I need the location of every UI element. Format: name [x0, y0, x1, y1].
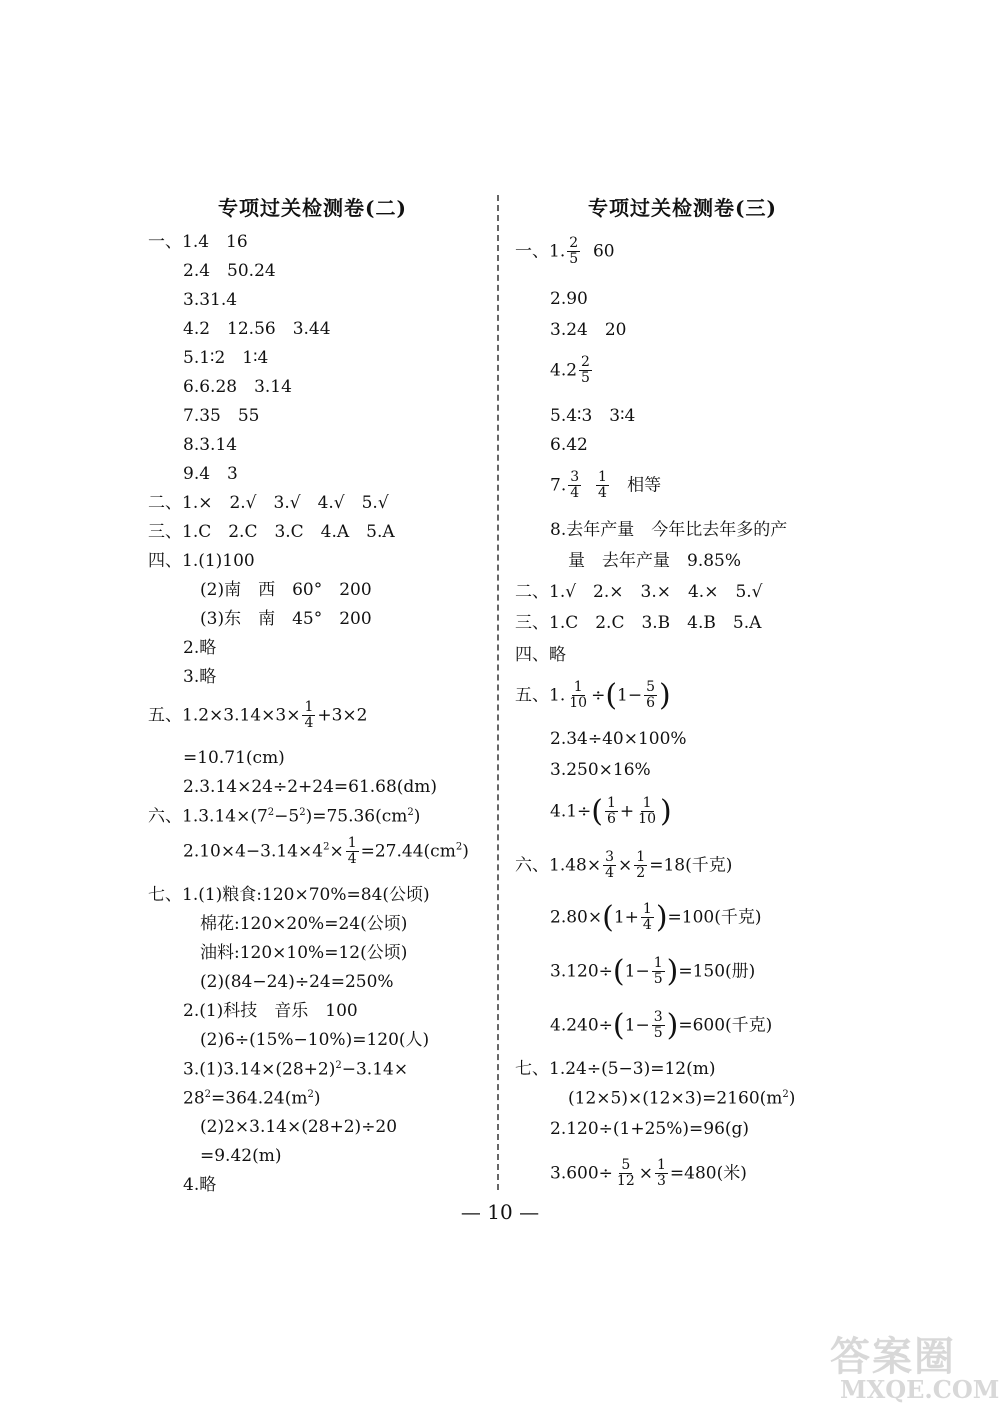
answer-line: 油料:120×10%=12(公顷) — [200, 943, 408, 963]
answer-line-with-fraction — [515, 677, 671, 713]
answer-text: × — [618, 855, 633, 876]
exponent: 2 — [782, 1089, 789, 1100]
answer-line: (3)东 南 45° 200 — [200, 609, 372, 629]
exponent: 2 — [267, 807, 275, 818]
denominator: 5 — [653, 971, 663, 988]
answer-line-with-fraction — [515, 850, 732, 882]
fraction — [655, 1158, 668, 1190]
fraction — [567, 680, 589, 712]
exponent: 2 — [307, 1089, 314, 1100]
answer-text: 4.1÷ — [550, 801, 592, 822]
denominator: 5 — [653, 1025, 663, 1042]
answer-text: (12×5)×(12×3)=2160(m — [568, 1088, 783, 1109]
answer-line: 5.1∶2 1∶4 — [183, 348, 269, 368]
answer-line: (2)6÷(15%−10%)=120(人) — [200, 1030, 430, 1050]
answer-line: =9.42(m) — [200, 1146, 282, 1166]
numerator: 1 — [642, 795, 652, 811]
answer-text: 4.2 — [550, 360, 578, 381]
answer-text: ) — [462, 841, 469, 862]
close-paren: ) — [666, 953, 679, 989]
fraction — [603, 850, 616, 882]
denominator: 3 — [657, 1173, 666, 1190]
denominator: 4 — [642, 917, 652, 934]
answer-text: =600(千克) — [678, 1015, 773, 1036]
denominator: 10 — [638, 811, 656, 828]
denominator: 4 — [304, 715, 314, 732]
answer-text: −5 — [274, 806, 300, 827]
answer-line — [183, 1090, 321, 1108]
answer-line: 2.4 50.24 — [183, 261, 276, 281]
denominator: 6 — [646, 695, 656, 712]
answer-text: ) — [788, 1088, 796, 1109]
exponent: 2 — [455, 841, 463, 853]
answer-text: 60 — [592, 241, 615, 262]
numerator: 1 — [597, 469, 607, 485]
watermark-logo — [830, 1325, 1000, 1405]
denominator: 4 — [570, 485, 580, 502]
fraction — [636, 796, 658, 828]
answer-line: 3.24 20 — [550, 320, 627, 340]
answer-text: 五、1.2×3.14×3× — [148, 705, 301, 726]
open-paren: ( — [591, 793, 603, 829]
answer-text: 六、1.48× — [515, 855, 602, 876]
fraction — [605, 796, 618, 828]
answer-line: 2.120÷(1+25%)=96(g) — [550, 1119, 750, 1139]
answer-line: 2.略 — [183, 638, 217, 658]
answer-text: +3×2 — [317, 705, 368, 726]
close-paren: ) — [655, 899, 668, 935]
answer-text: =480(米) — [669, 1163, 747, 1184]
answer-line: 四、1.(1)100 — [148, 551, 255, 571]
answer-line: 8.3.14 — [183, 435, 238, 455]
answer-text: 五、1. — [515, 685, 566, 706]
fraction — [652, 956, 665, 988]
watermark-url: MXQE.COM — [840, 1375, 1000, 1404]
answer-text: −3.14× — [341, 1059, 409, 1080]
answer-text: 7. — [550, 475, 567, 496]
answer-line-with-fraction — [550, 1007, 773, 1043]
fraction — [641, 902, 654, 934]
left-section-title: 专项过关检测卷(二) — [218, 196, 407, 220]
answer-text: 1− — [624, 961, 650, 982]
answer-text: 一、1. — [515, 241, 566, 262]
numerator: 2 — [581, 354, 590, 370]
answer-line: 2.90 — [550, 289, 588, 309]
answer-text: ) — [413, 806, 421, 827]
answer-text: 3.(1)3.14×(28+2) — [183, 1059, 336, 1080]
open-paren: ( — [612, 1007, 625, 1043]
answer-line: 三、1.C 2.C 3.B 4.B 5.A — [515, 613, 762, 633]
fraction — [615, 1158, 637, 1190]
answer-line: 2.(1)科技 音乐 100 — [183, 1001, 358, 1021]
numerator: 1 — [347, 835, 357, 851]
answer-line: 3.31.4 — [183, 290, 238, 310]
answer-line: (2)南 西 60° 200 — [200, 580, 372, 600]
answer-line: (2)2×3.14×(28+2)÷20 — [200, 1117, 398, 1137]
exponent: 2 — [335, 1060, 342, 1071]
answer-text: × — [329, 841, 344, 862]
exponent: 2 — [407, 807, 414, 818]
denominator: 2 — [636, 865, 646, 882]
denominator: 5 — [581, 370, 590, 387]
answer-text: 3.600÷ — [550, 1163, 613, 1184]
close-paren: ) — [660, 793, 672, 829]
exponent: 2 — [299, 807, 306, 818]
fraction — [567, 236, 580, 268]
answer-text: =100(千克) — [667, 907, 762, 928]
answer-text: 4.240÷ — [550, 1015, 613, 1036]
numerator: 1 — [657, 1157, 666, 1173]
denominator: 4 — [597, 485, 607, 502]
answer-text: 28 — [183, 1088, 205, 1109]
answer-line-with-fraction — [148, 700, 367, 732]
open-paren: ( — [602, 899, 614, 935]
numerator: 3 — [653, 1009, 663, 1025]
numerator: 1 — [304, 699, 314, 715]
denominator: 6 — [607, 811, 616, 828]
numerator: 1 — [573, 679, 583, 695]
page-number: — 10 — — [460, 1200, 540, 1224]
answer-text: )=75.36(cm — [305, 806, 408, 827]
answer-line: 一、1.4 16 — [148, 232, 248, 252]
answer-line — [148, 808, 420, 826]
numerator: 1 — [653, 955, 663, 971]
close-paren: ) — [659, 677, 671, 713]
right-section-title: 专项过关检测卷(三) — [588, 196, 777, 220]
denominator: 12 — [616, 1173, 635, 1190]
answer-text: 2.10×4−3.14×4 — [183, 841, 324, 862]
answer-text: 1+ — [613, 907, 639, 928]
answer-text: =364.24(m — [211, 1088, 308, 1109]
answer-line: 8.去年产量 今年比去年多的产 — [550, 520, 788, 540]
open-paren: ( — [605, 677, 618, 713]
numerator: 3 — [605, 849, 615, 865]
answer-line: 七、1.(1)粮食:120×70%=84(公顷) — [148, 885, 430, 905]
numerator: 5 — [646, 679, 656, 695]
answer-line-with-fraction — [515, 236, 615, 268]
answer-line: 7.35 55 — [183, 406, 260, 426]
answer-line: 6.42 — [550, 435, 588, 455]
answer-text: =27.44(cm — [360, 841, 456, 862]
denominator: 4 — [605, 865, 615, 882]
answer-line: 量 去年产量 9.85% — [568, 551, 742, 571]
answer-line: 二、1.√ 2.× 3.× 4.× 5.√ — [515, 582, 763, 602]
numerator: 3 — [570, 469, 580, 485]
watermark-text: 答案圈 — [830, 1333, 956, 1380]
answer-line: 3.略 — [183, 667, 217, 687]
answer-line: =10.71(cm) — [183, 748, 285, 768]
answer-line-with-fraction — [550, 355, 594, 387]
exponent: 2 — [323, 841, 330, 853]
answer-line-with-fraction — [550, 793, 672, 829]
answer-line: 四、略 — [515, 645, 566, 665]
answer-text: 1− — [624, 1015, 650, 1036]
fraction — [302, 700, 315, 732]
answer-text: 3.120÷ — [550, 961, 613, 982]
numerator: 1 — [636, 849, 646, 865]
answer-line: (2)(84−24)÷24=250% — [200, 972, 394, 992]
answer-line-with-fraction — [550, 470, 661, 502]
fraction — [634, 850, 647, 882]
denominator: 4 — [347, 851, 357, 868]
close-paren: ) — [666, 1007, 679, 1043]
answer-line: 七、1.24÷(5−3)=12(m) — [515, 1059, 716, 1079]
numerator: 5 — [621, 1157, 631, 1173]
answer-line: 2.34÷40×100% — [550, 729, 687, 749]
answer-line: 二、1.× 2.√ 3.√ 4.√ 5.√ — [148, 493, 389, 513]
exponent: 2 — [204, 1089, 212, 1100]
answer-text: ) — [313, 1088, 321, 1109]
numerator: 2 — [569, 235, 579, 251]
fraction — [644, 680, 657, 712]
answer-line-with-fraction — [550, 899, 762, 935]
numerator: 1 — [607, 795, 616, 811]
numerator: 1 — [642, 901, 652, 917]
answer-line: 5.4∶3 3∶4 — [550, 406, 636, 426]
answer-line: 3.250×16% — [550, 760, 651, 780]
answer-text: =18(千克) — [649, 855, 733, 876]
answer-text: 2.80× — [550, 907, 603, 928]
answer-line: 4.2 12.56 3.44 — [183, 319, 331, 339]
fraction — [652, 1010, 665, 1042]
answer-line-with-fraction — [183, 836, 469, 868]
answer-text: ÷ — [591, 685, 606, 706]
open-paren: ( — [612, 953, 625, 989]
column-divider — [497, 195, 499, 1190]
denominator: 5 — [569, 251, 579, 268]
denominator: 10 — [569, 695, 588, 712]
answer-text: 六、1.3.14×(7 — [148, 806, 268, 827]
answer-text: 1− — [617, 685, 643, 706]
fraction — [346, 836, 359, 868]
answer-line — [183, 1061, 408, 1079]
answer-line: 2.3.14×24÷2+24=61.68(dm) — [183, 777, 438, 797]
fraction — [579, 355, 592, 387]
answer-text: 相等 — [627, 475, 662, 496]
answer-line: 棉花:120×20%=24(公顷) — [200, 914, 408, 934]
answer-line: 6.6.28 3.14 — [183, 377, 292, 397]
answer-text: × — [638, 1163, 653, 1184]
answer-text: + — [619, 801, 635, 822]
answer-line: 三、1.C 2.C 3.C 4.A 5.A — [148, 522, 395, 542]
answer-line: 4.略 — [183, 1175, 217, 1195]
answer-line — [568, 1090, 795, 1108]
fraction — [596, 470, 609, 502]
answer-text: =150(册) — [678, 961, 756, 982]
answer-line-with-fraction — [550, 953, 756, 989]
fraction — [568, 470, 581, 502]
answer-line: 9.4 3 — [183, 464, 238, 484]
answer-line-with-fraction — [550, 1158, 747, 1190]
